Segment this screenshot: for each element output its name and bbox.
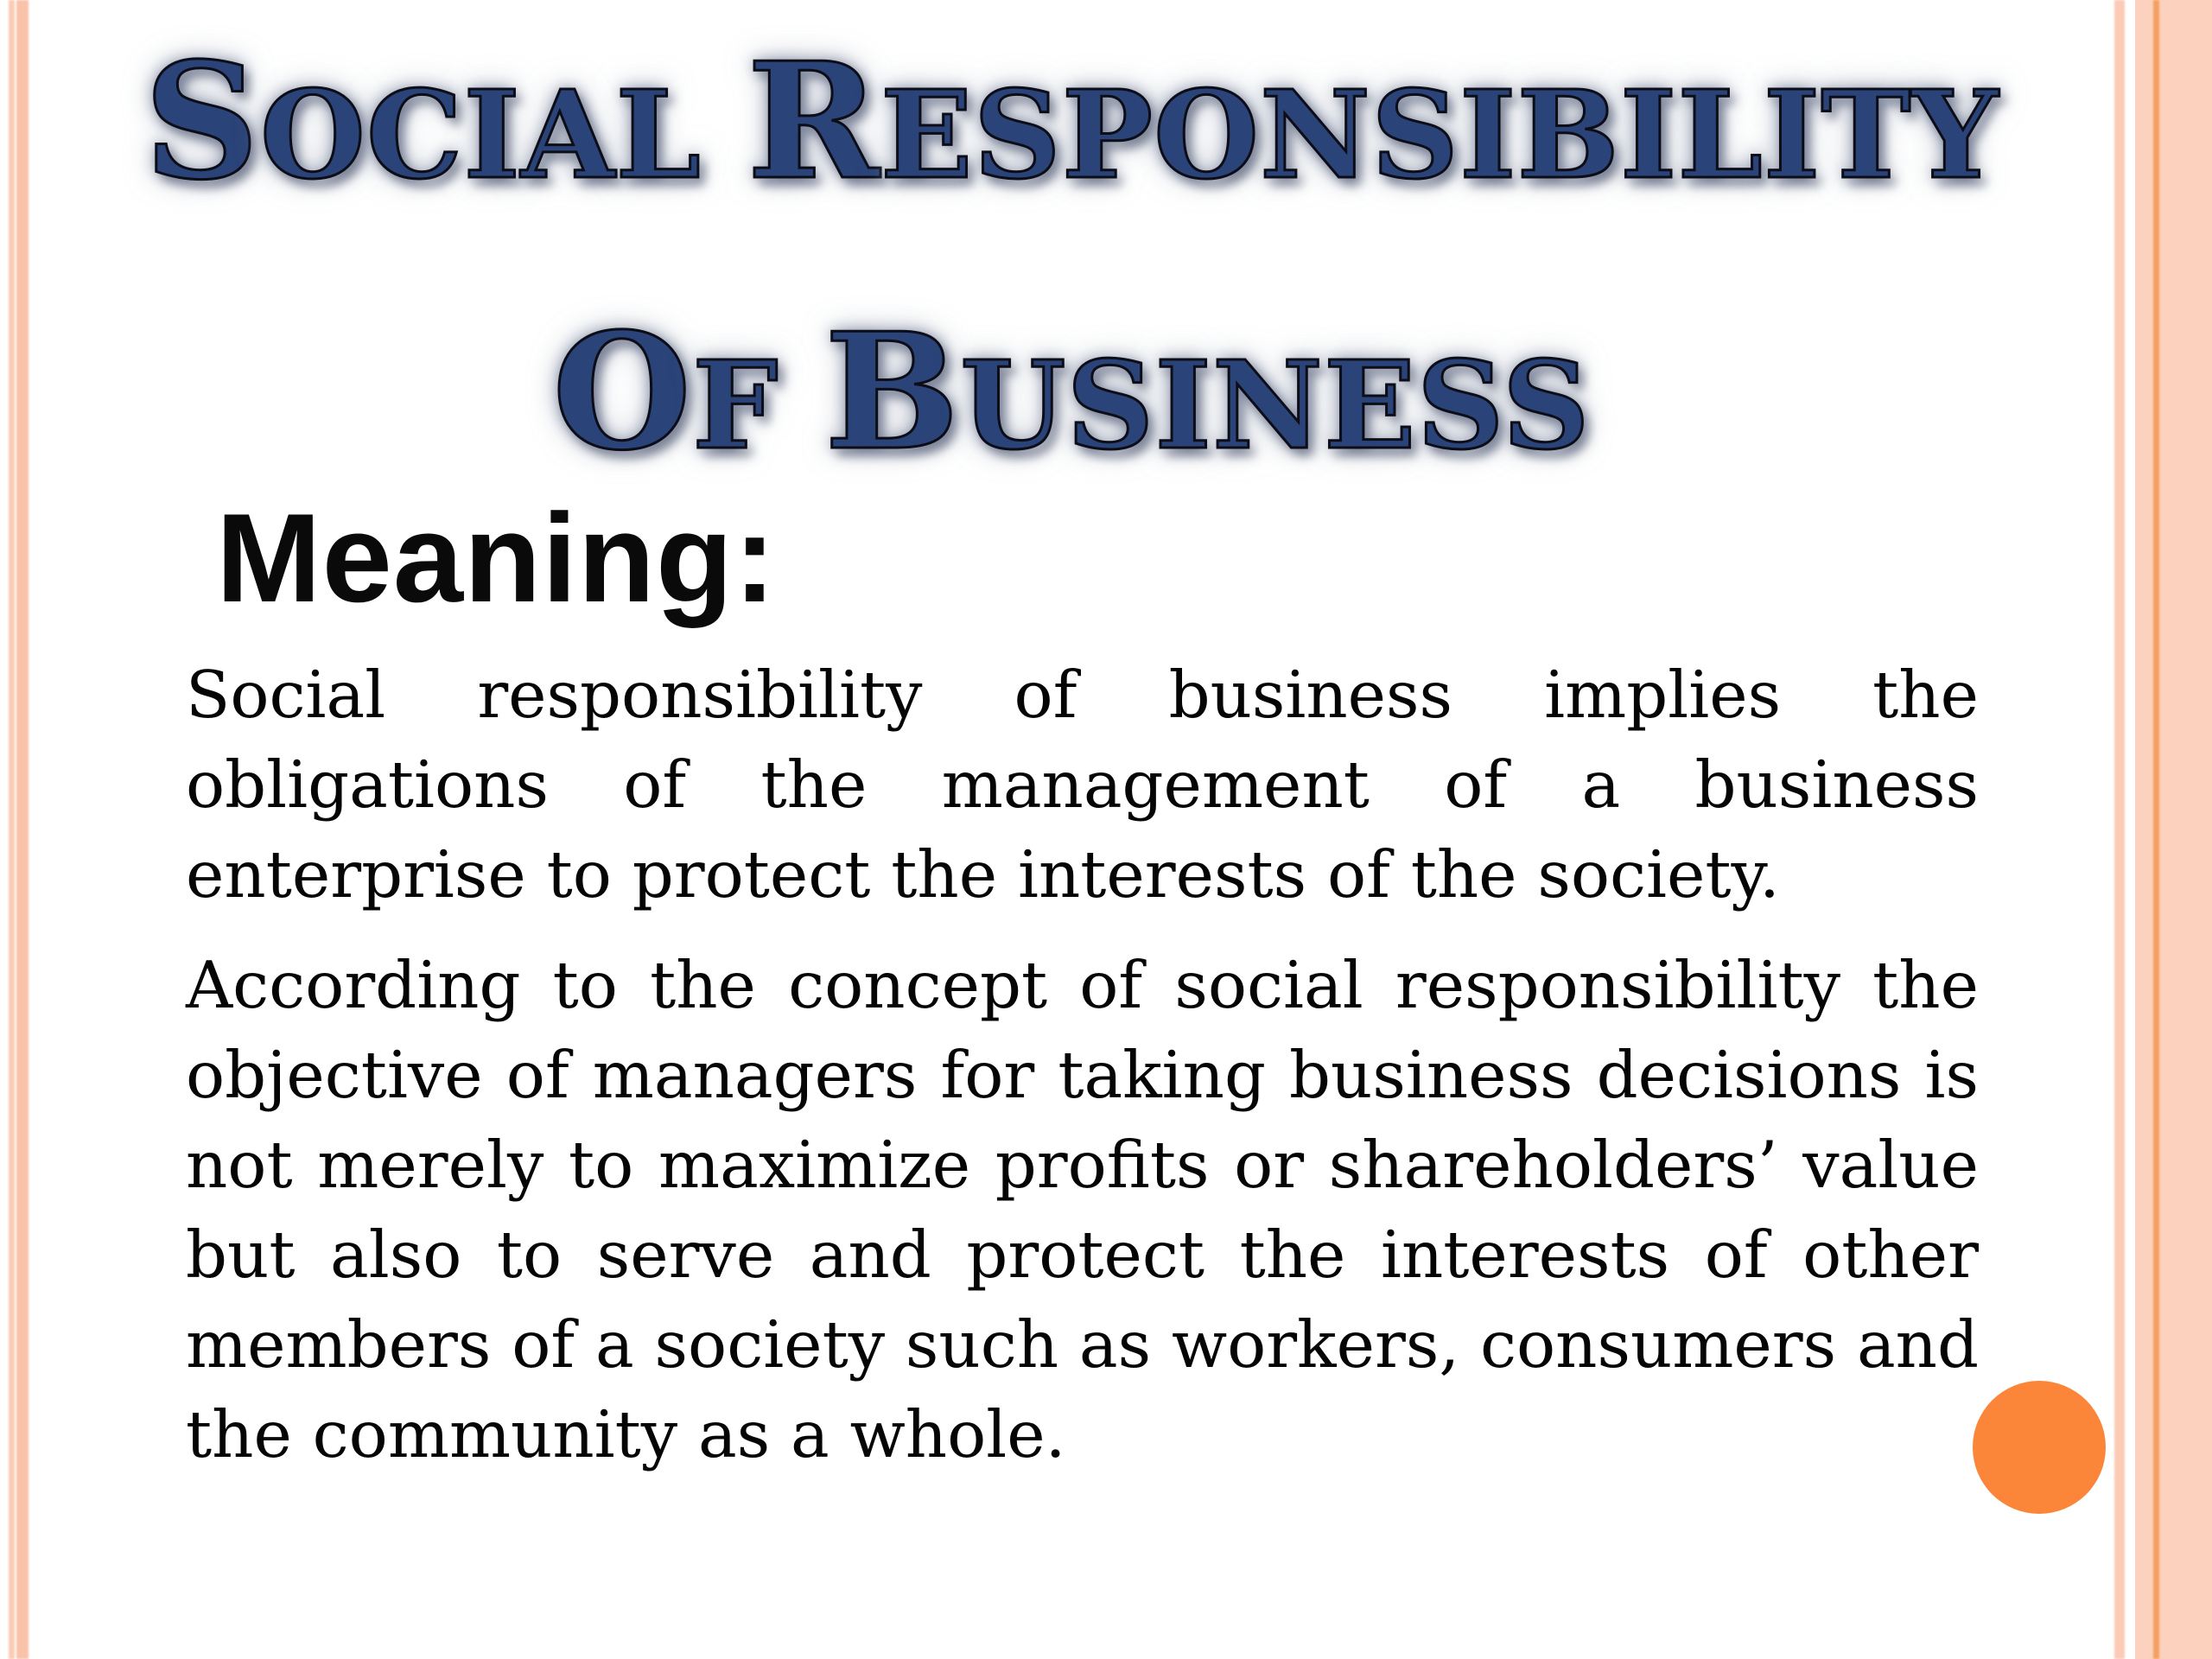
title-word: RESPONSIBILITY — [747, 27, 1999, 215]
paragraph-definition: Social responsibility of business implies the obligations of the management of a business enterprise to protect the interests of the society. — [186, 657, 1979, 912]
orange-dot-decoration — [1973, 1381, 2106, 1514]
left-border-stripe-thin — [9, 0, 15, 1659]
slide-title — [29, 12, 2114, 553]
paragraph-explanation: According to the concept of social responsibility the objective of managers for taking business decisions is not merely to maximize profits or shareholders’ value but also to serve and protect the interests of other members of a society such as workers, consumers and the community as a whole. — [186, 947, 1979, 1472]
right-border-stripe-thin — [2114, 0, 2125, 1659]
right-border-accent-line — [2153, 0, 2159, 1659]
body-text — [186, 650, 1979, 1500]
title-word: BUSINESS — [824, 297, 1591, 486]
title-word: SOCIAL — [143, 27, 702, 215]
title-word: OF — [552, 297, 779, 486]
slide-title-line-1 — [29, 12, 2114, 283]
meaning-heading: Meaning: — [216, 487, 777, 628]
right-border-band — [2135, 0, 2212, 1659]
left-border-stripe-wide — [16, 0, 29, 1659]
